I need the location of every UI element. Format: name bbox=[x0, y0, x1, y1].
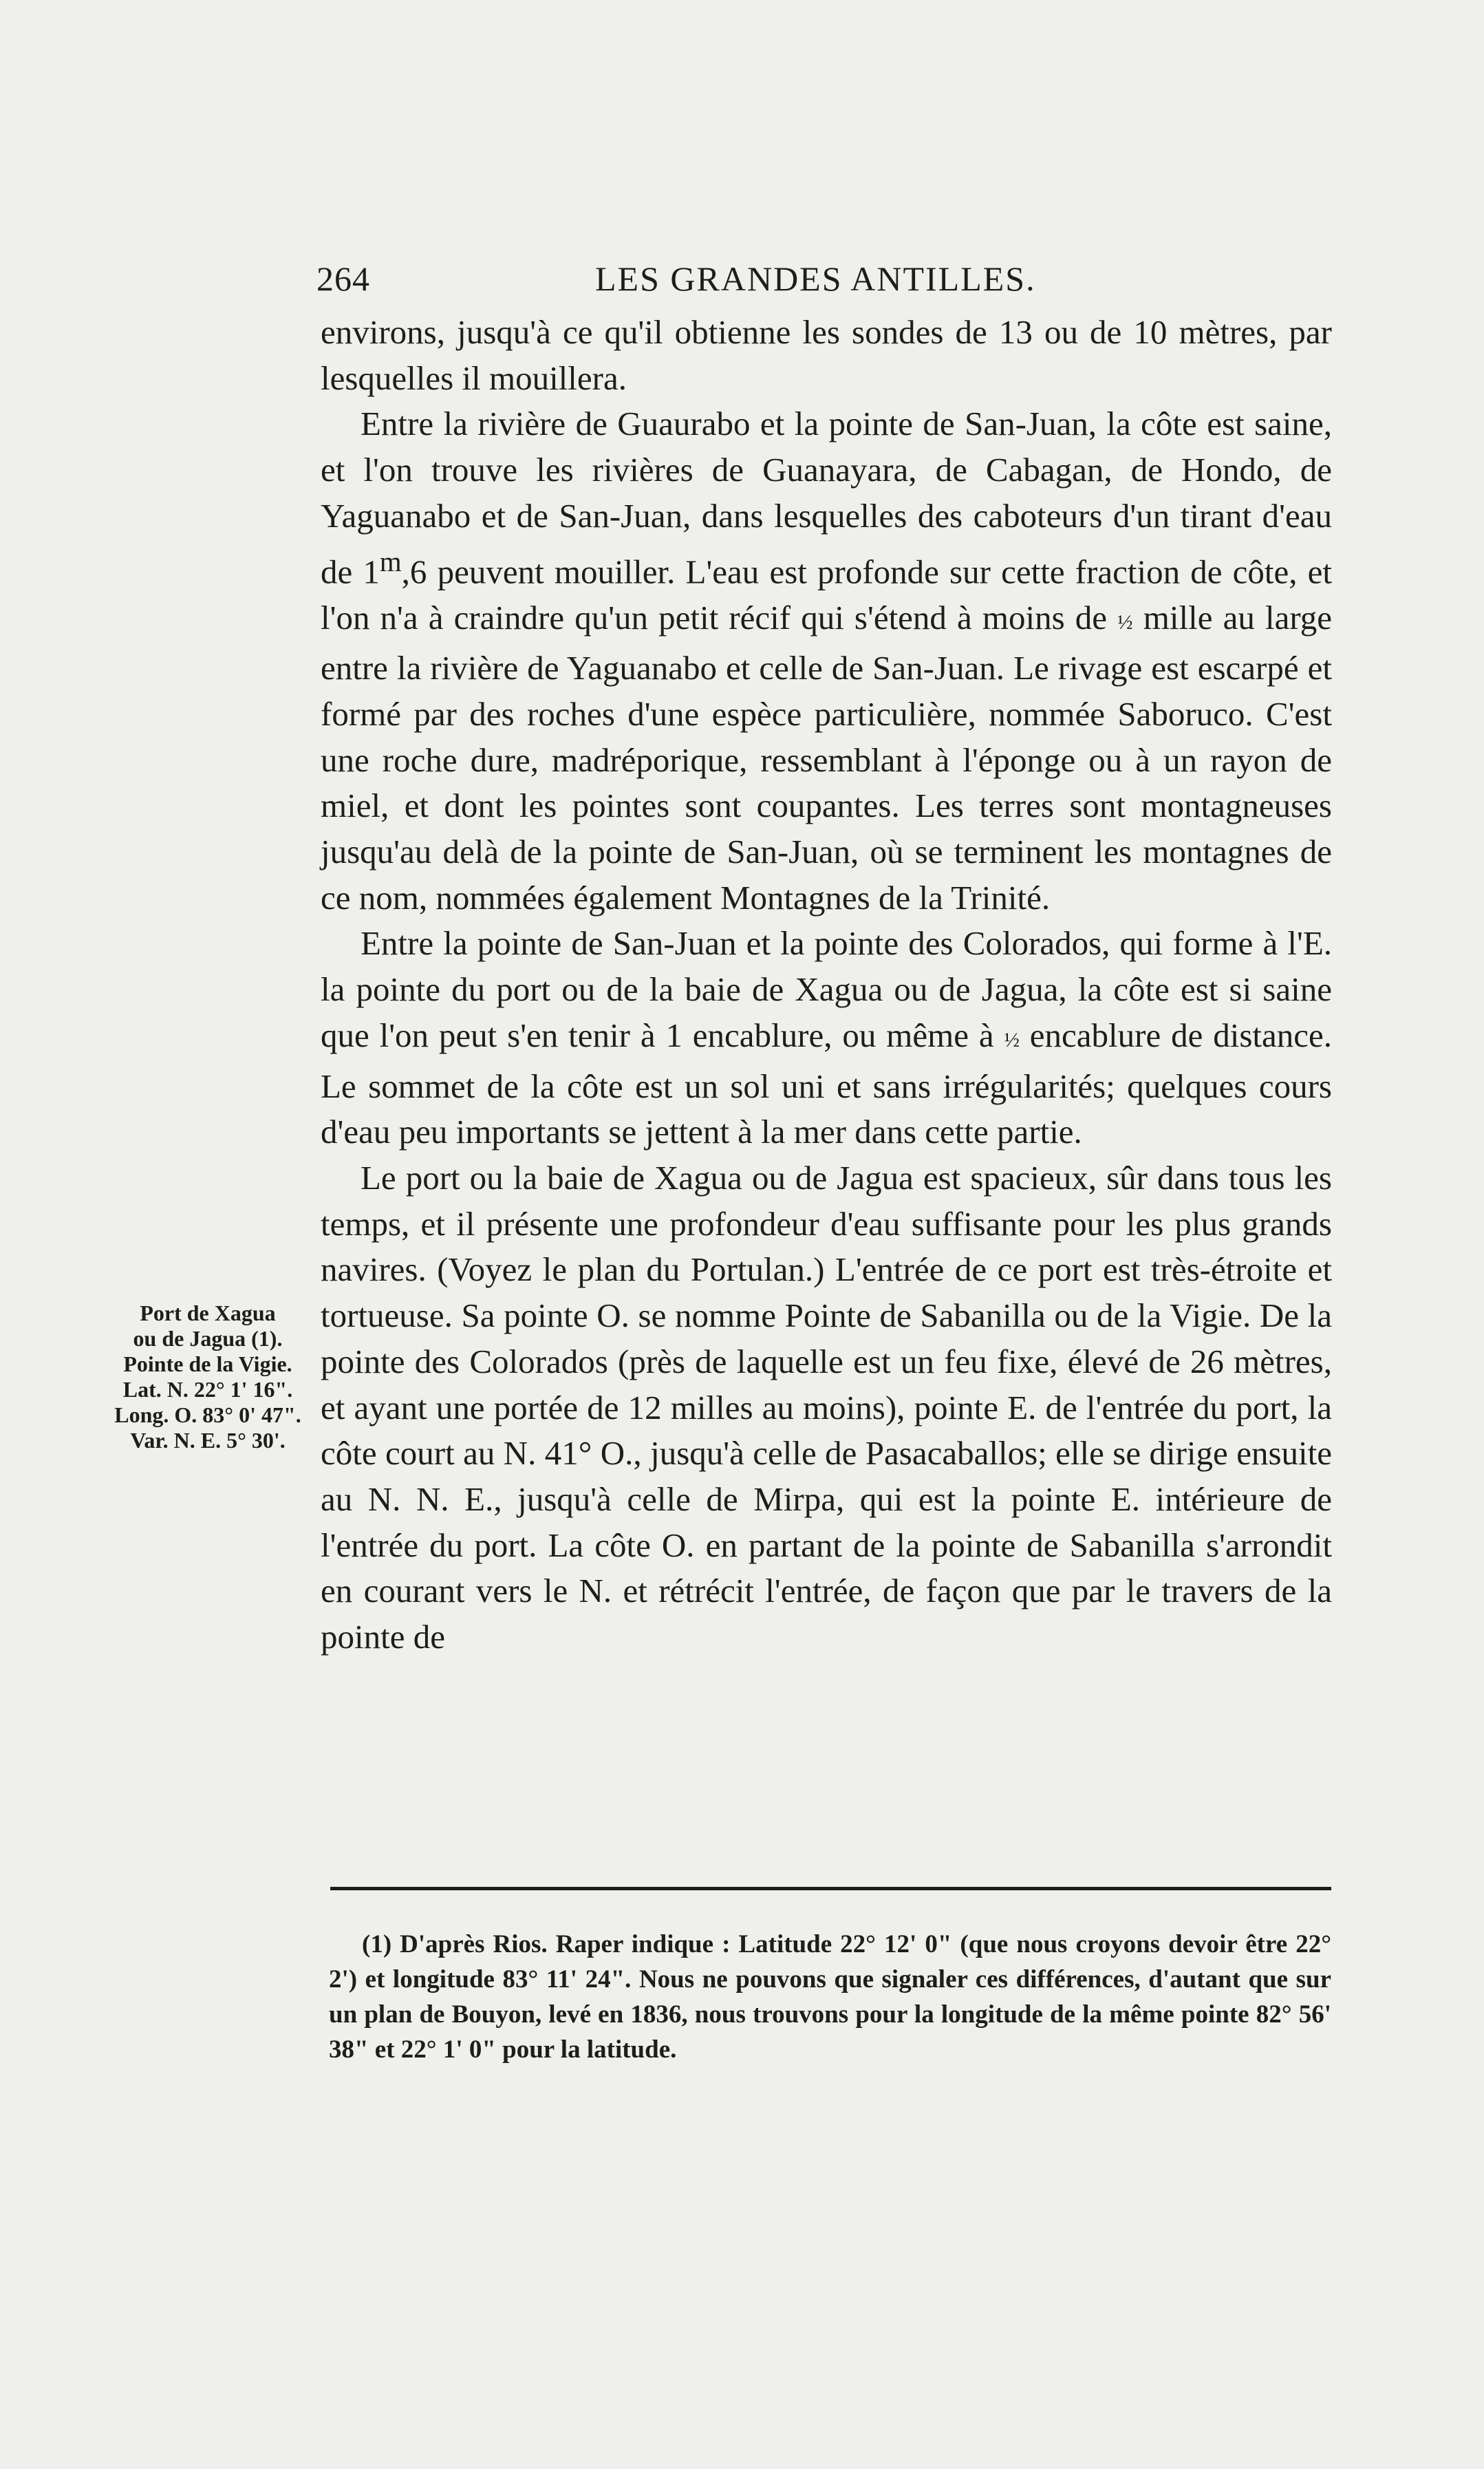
page-header bbox=[316, 255, 1331, 303]
paragraph-3-part-a: Entre la pointe de San-Juan et la pointe des Colorados, qui forme à l'E. la pointe du port ou de la baie de Xagua ou de Jagua, la côte est si saine que l'on peut s'en tenir à 1 encablure, ou même à bbox=[321, 924, 1332, 1054]
paragraph-2 bbox=[321, 401, 1332, 921]
meter-superscript: m bbox=[379, 546, 402, 577]
fraction-half: ½ bbox=[1117, 610, 1133, 634]
page-number: 264 bbox=[316, 259, 370, 298]
paragraph-3 bbox=[321, 921, 1332, 1155]
running-title: LES GRANDES ANTILLES. bbox=[595, 259, 1036, 298]
margin-note-line: Var. N. E. 5° 30'. bbox=[130, 1428, 286, 1453]
paragraph-4: Le port ou la baie de Xagua ou de Jagua est spacieux, sûr dans tous les temps, et il présente une profondeur d'eau suffisante pour les plus grands navires. (Voyez le plan du Portulan.) L'entrée de ce port est très-étroite et tortueuse. Sa pointe O. se nomme Pointe de Sabanilla ou de la Vigie. De la pointe des Colorados (près de laquelle est un feu fixe, élevé de 26 mètres, et ayant une portée de 12 milles au moins), pointe E. de l'entrée du port, la côte court au N. 41° O., jusqu'à celle de Pasacaballos; elle se dirige ensuite au N. N. E., jusqu'à celle de Mirpa, qui est la pointe E. intérieure de l'entrée du port. La côte O. en partant de la pointe de Sabanilla s'arrondit en courant vers le N. et rétrécit l'entrée, de façon que par le travers de la pointe de bbox=[321, 1158, 1332, 1656]
paragraph-2-part-a: Entre la rivière de Guaurabo et la pointe de San-Juan, la côte est saine, et l'on trouve les rivières de Guanayara, de Cabagan, de Hondo, de Yaguanabo et de San-Juan, dans lesquelles des caboteurs d'un tirant d'eau de 1 bbox=[321, 405, 1332, 590]
paragraph-2-part-c: mille au large entre la rivière de Yaguanabo et celle de San-Juan. Le rivage est escarpé et formé par des roches d'une espèce particulière, nommée Saboruco. C'est une roche dure, madréporique, ressemblant à l'éponge ou à un rayon de miel, et dont les pointes sont coupantes. Les terres sont montagneuses jusqu'au delà de la pointe de San-Juan, où se terminent les montagnes de ce nom, nommées également Montagnes de la Trinité. bbox=[321, 598, 1332, 917]
footnote-divider bbox=[330, 1887, 1331, 1890]
paragraph-2-part-b: ,6 peuvent mouiller. L'eau est profonde sur cette fraction de côte, et l'on n'a à craindre qu'un petit récif qui s'étend à moins de bbox=[321, 552, 1332, 637]
margin-note-line: Long. O. 83° 0' 47". bbox=[114, 1402, 301, 1427]
margin-note-line: Pointe de la Vigie. bbox=[123, 1351, 292, 1376]
paragraph-3-part-b: encablure de distance. Le sommet de la côte est un sol uni et sans irrégularités; quelques cours d'eau peu importants se jettent à la mer dans cette partie. bbox=[321, 1016, 1333, 1151]
paragraph-1: environs, jusqu'à ce qu'il obtienne les sondes de 13 ou de 10 mètres, par lesquelles il mouillera. bbox=[321, 313, 1332, 397]
margin-note-line: Port de Xagua bbox=[140, 1301, 276, 1325]
fraction-half: ½ bbox=[1004, 1028, 1020, 1051]
margin-note bbox=[102, 1301, 314, 1453]
main-text bbox=[321, 310, 1332, 1660]
footnote: (1) D'après Rios. Raper indique : Latitude 22° 12' 0" (que nous croyons devoir être 22° 2') et longitude 83° 11' 24". Nous ne pouvons que signaler ces différences, d'autant que sur un plan de Bouyon, levé en 1836, nous trouvons pour la longitude de la même pointe 82° 56' 38" et 22° 1' 0" pour la latitude. bbox=[329, 1930, 1331, 2064]
margin-note-line: ou de Jagua (1). bbox=[133, 1326, 283, 1351]
margin-note-line: Lat. N. 22° 1' 16". bbox=[122, 1377, 293, 1402]
